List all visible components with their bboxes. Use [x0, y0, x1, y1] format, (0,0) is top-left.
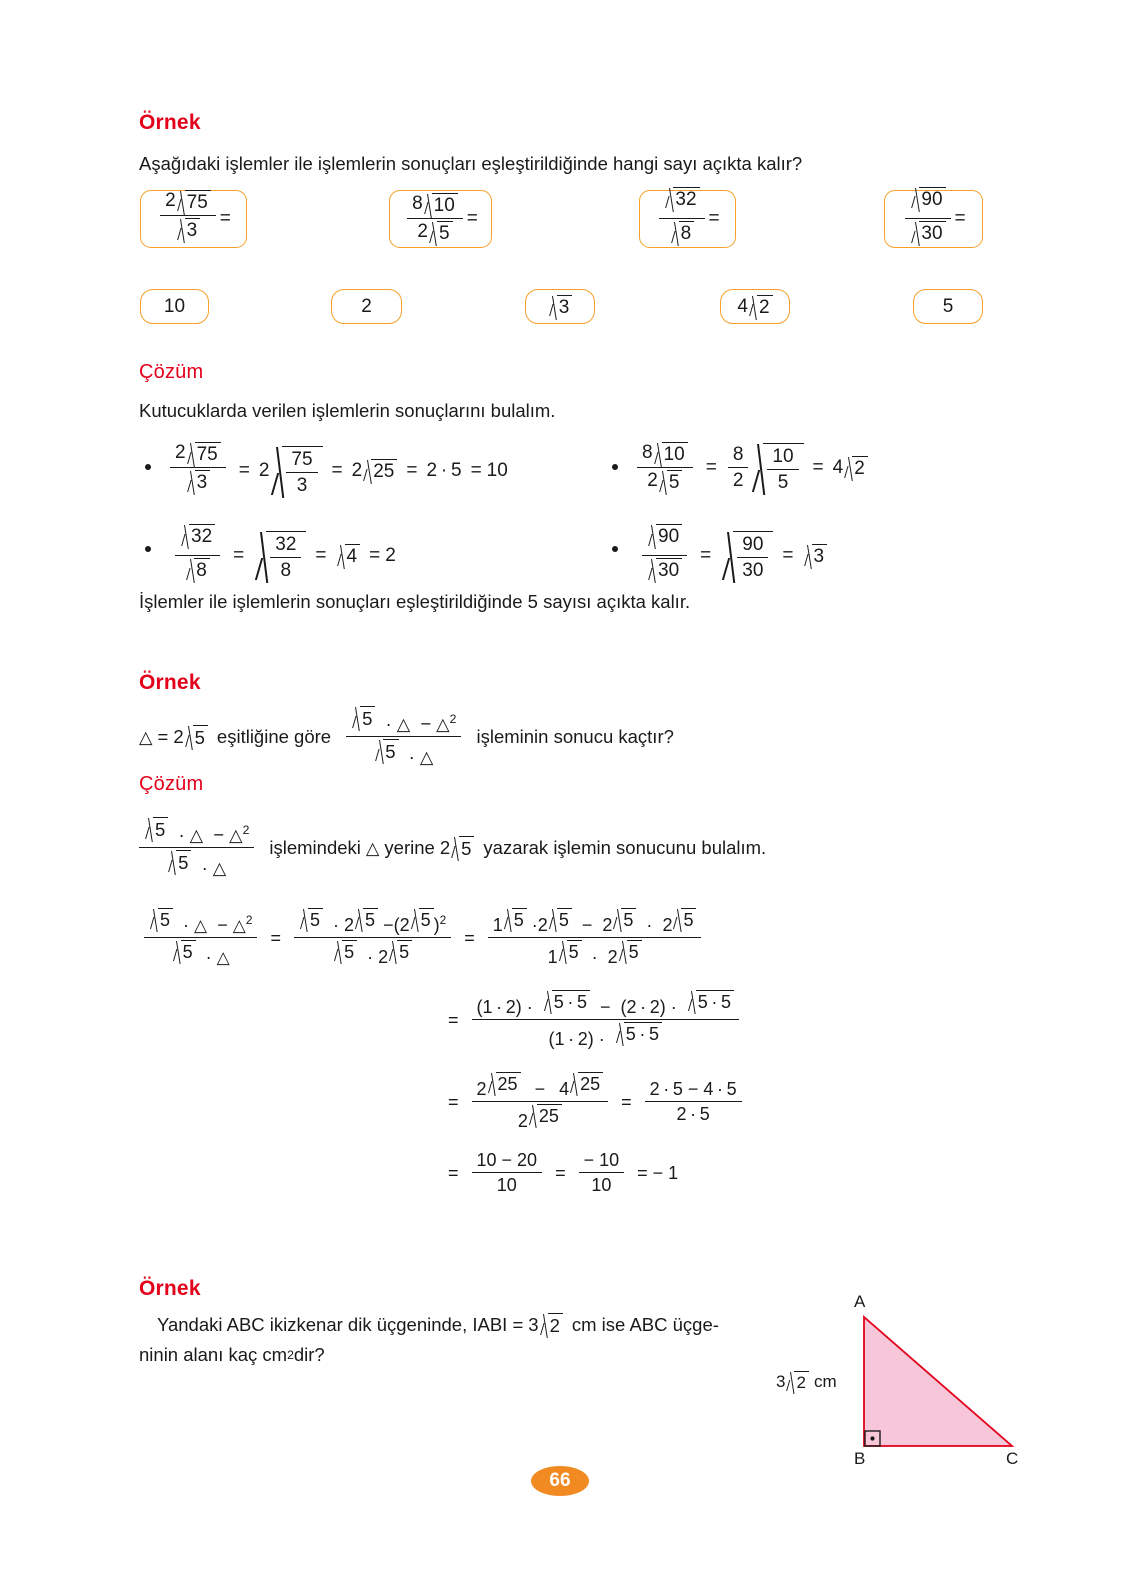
answer-box-3-label: 3 — [548, 295, 573, 319]
example1-bullet-3: $\frac{32}{8}$ = $\frac{32}{8}$ = 4 = 2 — [166, 524, 396, 588]
example2-solution-intro: 5 · △ − △$^2$ 5 · △ işlemindeki △ yerine 2 5 yazarak işlemin sonucunu bulalım. — [139, 817, 766, 879]
example3-question-part-4: dir? — [293, 1344, 325, 1365]
answer-box-1[interactable] — [140, 289, 209, 324]
side-length-label — [776, 1371, 837, 1393]
example3-question-part-1: Yandaki ABC ikizkenar dik üçgeninde, IABI = — [157, 1314, 524, 1335]
operation-box-1[interactable]: 2 75 3 = — [140, 190, 247, 248]
example3-heading: Örnek — [139, 1277, 201, 1300]
example3-question: Yandaki ABC ikizkenar dik üçgeninde, IABI = 3 2 cm ise ABC üçge- ninin alanı kaç cm 2 dir? — [139, 1314, 719, 1365]
answer-box-1-label: 10 — [163, 295, 186, 317]
vertex-label-a: A — [854, 1292, 866, 1311]
answer-box-3[interactable] — [525, 289, 595, 324]
bullet-dot-3 — [145, 546, 151, 552]
example2-step-line-2: = (1 · 2) · 5 · 5 − (2 · 2) · 5 · 5 (1 · 2) · 5 · 5 — [448, 990, 743, 1050]
example2-solution-heading: Çözüm — [139, 773, 204, 795]
example3-question-part-3: ninin alanı kaç cm — [139, 1344, 288, 1365]
page-number: 66 — [549, 1470, 571, 1491]
example2-step-line-1: 5 · △ − △$^2$ 5 · △ = 5 · 2 5 −(2 5 )$^2$ 5 · 2 5 = 1 5 ·2 5 − 2 5 · 2 5 1 5 · 2 5 — [140, 908, 705, 968]
bullet-dot-4 — [612, 546, 618, 552]
answer-box-2-label: 2 — [361, 295, 372, 317]
bullet-dot-2 — [612, 464, 618, 470]
example1-solution-heading: Çözüm — [139, 361, 204, 383]
example3-question-part-2: cm ise ABC üçge- — [571, 1314, 719, 1335]
page-number-badge — [531, 1466, 589, 1496]
triangle-shape — [864, 1317, 1012, 1446]
example1-bullet-4: $\frac{90}{30}$ = $\frac{90}{30}$ = 3 — [633, 524, 827, 588]
vertex-label-b: B — [854, 1449, 866, 1468]
intro-part-1: işlemindeki — [269, 837, 361, 859]
intro-part-3: yazarak işlemin sonucunu bulalım. — [483, 837, 767, 859]
side-label-unit: cm — [813, 1372, 837, 1391]
example2-step-line-3: = 2 25 − 4 25 2 25 = $\frac{2 \cdot 5 - 4 \cdot 5}{2 \cdot 5}$ — [448, 1072, 746, 1132]
operation-box-2[interactable]: 8 10 2 5 = — [389, 190, 492, 248]
right-angle-dot — [870, 1436, 874, 1440]
example1-conclusion: İşlemler ile işlemlerin sonuçları eşleştirildiğinde 5 sayısı açıkta kalır. — [139, 591, 691, 612]
example1-bullet-2: 8 10 2 5 = $\frac{8}{2}$ $\frac{10}{5}$ = 4 2 — [633, 442, 868, 494]
intro-part-2: yerine — [384, 837, 435, 859]
answer-box-4-label: 4 2 — [737, 295, 772, 319]
answer-box-2[interactable] — [331, 289, 402, 324]
example1-heading: Örnek — [139, 111, 201, 134]
example2-heading: Örnek — [139, 671, 201, 694]
answer-box-5-label: 5 — [942, 295, 954, 317]
answer-box-5[interactable] — [913, 289, 983, 324]
example1-bullet-1: 2 75 3 = 2 $\frac{75}{3}$ = 2 25 = 2 · 5 = 10 — [166, 442, 508, 500]
operation-box-4[interactable]: $\frac{90}{30}$ = — [884, 190, 983, 248]
answer-box-4[interactable] — [720, 289, 790, 324]
triangle-figure — [770, 1290, 1030, 1480]
bullet-dot-1 — [145, 464, 151, 470]
side-label-radicand: 2 — [794, 1371, 808, 1393]
example1-question: Aşağıdaki işlemler ile işlemlerin sonuçları eşleştirildiğinde hangi sayı açıkta kalır? — [139, 153, 803, 174]
example2-question: △ = 2 5 eşitliğine göre 5 · △ − △$^2$ 5 · △ işleminin sonucu kaçtır? — [139, 708, 674, 768]
operation-box-3[interactable]: $\frac{32}{8}$ = — [639, 190, 736, 248]
example1-solution-intro: Kutucuklarda verilen işlemlerin sonuçlarını bulalım. — [139, 400, 556, 421]
example2-step-line-4: = $\frac{10 - 20}{10}$ = $\frac{- 10}{10}$ = − 1 — [448, 1150, 679, 1196]
side-label-coef: 3 — [776, 1372, 786, 1391]
vertex-label-c: C — [1006, 1449, 1019, 1468]
